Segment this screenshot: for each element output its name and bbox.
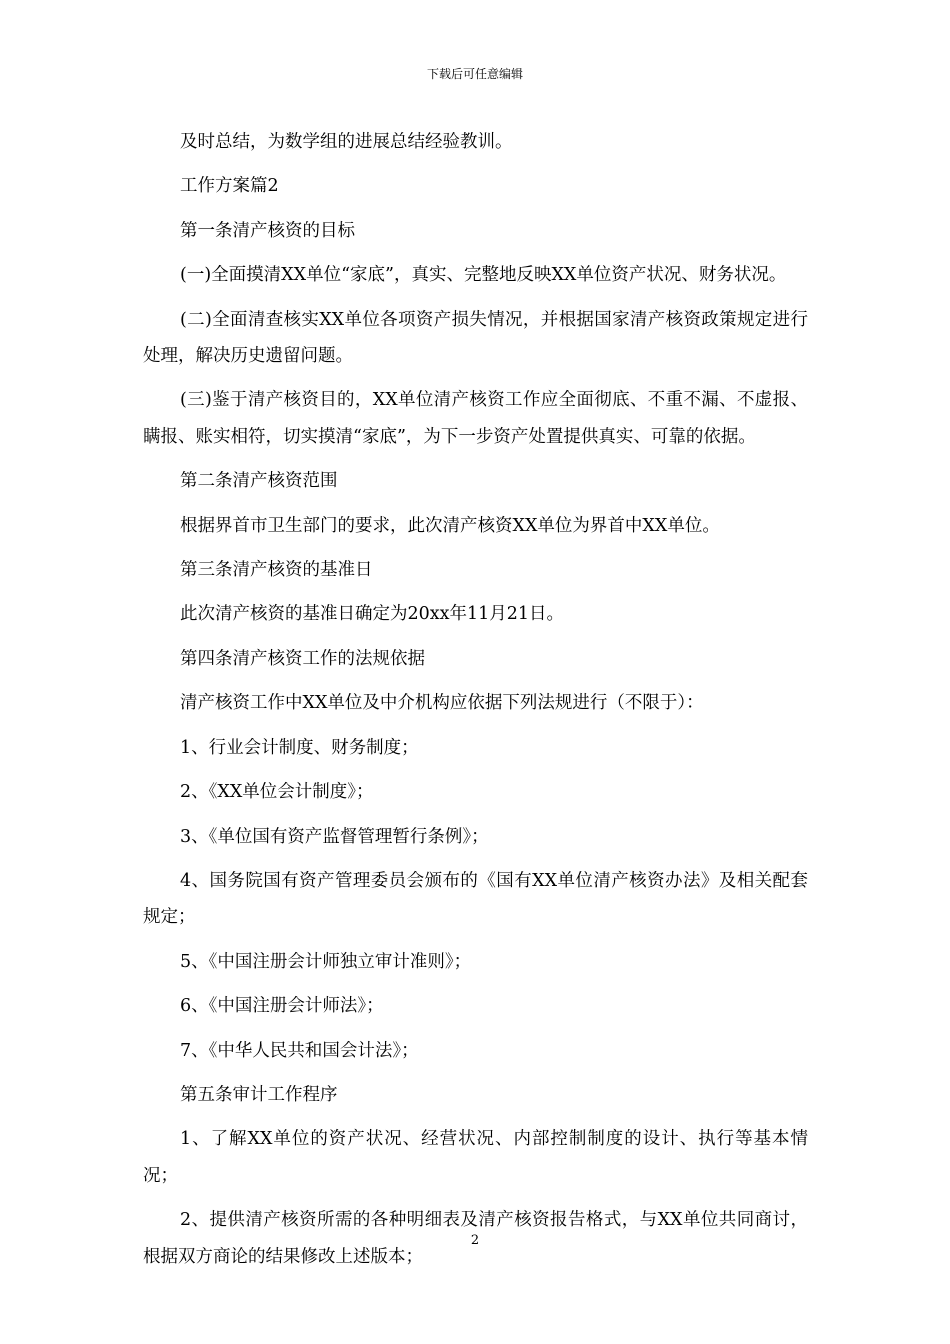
paragraph: 清产核资工作中XX单位及中介机构应依据下列法规进行（不限于）： bbox=[180, 693, 704, 714]
list-item: 2、《XX单位会计制度》； bbox=[180, 782, 374, 803]
article-heading: 第二条清产核资范围 bbox=[180, 471, 338, 492]
paragraph: (二)全面清查核实XX单位各项资产损失情况，并根据国家清产核资政策规定进行处理，解决历史遗留问题。 bbox=[143, 309, 808, 367]
article-heading: 第四条清产核资工作的法规依据 bbox=[180, 648, 425, 669]
section-title: 工作方案篇2 bbox=[180, 176, 279, 197]
article-heading: 第三条清产核资的基准日 bbox=[180, 560, 373, 581]
list-item: 6、《中国注册会计师法》； bbox=[180, 996, 384, 1017]
paragraph: 此次清产核资的基准日确定为20xx年11月21日。 bbox=[180, 604, 565, 625]
list-item: 1、了解XX单位的资产状况、经营状况、内部控制制度的设计、执行等基本情况； bbox=[143, 1129, 808, 1186]
list-item: 3、《单位国有资产监督管理暂行条例》； bbox=[180, 826, 489, 847]
list-item: 4、国务院国有资产管理委员会颁布的《国有XX单位清产核资办法》及相关配套规定； bbox=[143, 870, 808, 928]
article-heading: 第一条清产核资的目标 bbox=[180, 220, 355, 241]
document-body bbox=[143, 124, 808, 1283]
paragraph: 根据界首市卫生部门的要求，此次清产核资XX单位为界首中XX单位。 bbox=[180, 515, 720, 536]
list-item: 7、《中华人民共和国会计法》； bbox=[180, 1040, 419, 1061]
page-number: 2 bbox=[470, 1233, 480, 1248]
list-item: 1、行业会计制度、财务制度； bbox=[180, 737, 419, 758]
paragraph: (三)鉴于清产核资目的，XX单位清产核资工作应全面彻底、不重不漏、不虚报、瞒报、账实相符，切实摸清“家底”，为下一步资产处置提供真实、可靠的依据。 bbox=[143, 390, 808, 447]
paragraph: 及时总结，为数学组的进展总结经验教训。 bbox=[180, 132, 513, 152]
list-item: 5、《中国注册会计师独立审计准则》； bbox=[180, 951, 472, 972]
paragraph: (一)全面摸清XX单位“家底”，真实、完整地反映XX单位资产状况、财务状况。 bbox=[180, 265, 787, 286]
list-item: 2、提供清产核资所需的各种明细表及清产核资报告格式，与XX单位共同商讨，根据双方商论的结果修改上述版本； bbox=[143, 1210, 808, 1267]
article-heading: 第五条审计工作程序 bbox=[180, 1084, 338, 1105]
page-header: 下载后可任意编辑 bbox=[426, 67, 523, 81]
